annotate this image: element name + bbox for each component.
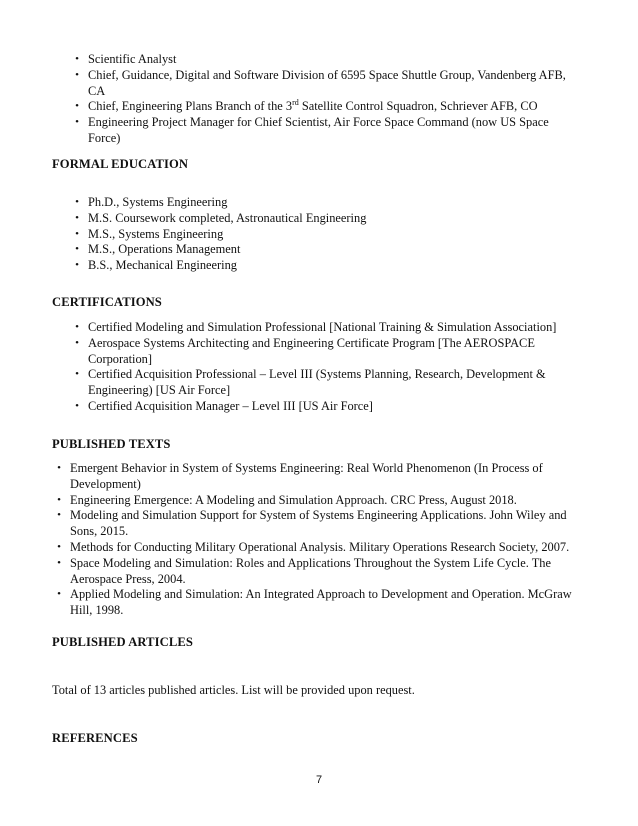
list-item: • Aerospace Systems Architecting and Engineering Certificate Program [The AEROSPACE Corporation] xyxy=(70,336,570,368)
list-item: • M.S. Coursework completed, Astronautical Engineering xyxy=(70,211,570,227)
bullet-icon: • xyxy=(75,68,79,81)
bullet-icon: • xyxy=(75,336,79,349)
list-item: • Engineering Project Manager for Chief Scientist, Air Force Space Command (now US Space Force) xyxy=(70,115,570,147)
published-texts-heading: PUBLISHED TEXTS xyxy=(52,437,171,451)
bullet-icon: • xyxy=(75,399,79,412)
list-item: • Chief, Engineering Plans Branch of the 3rd Satellite Control Squadron, Schriever AFB, CO xyxy=(70,99,570,115)
ordinal-superscript: rd xyxy=(292,98,299,108)
bullet-icon: • xyxy=(75,116,79,129)
list-item: • M.S., Operations Management xyxy=(70,242,570,258)
bullet-icon: • xyxy=(75,211,79,224)
bullet-icon: • xyxy=(75,243,79,256)
bullet-icon: • xyxy=(75,100,79,113)
experience-list xyxy=(70,52,570,147)
bullet-icon: • xyxy=(75,321,79,333)
bullet-icon: • xyxy=(57,540,61,553)
bullet-icon: • xyxy=(57,556,61,569)
page-number: 7 xyxy=(315,774,323,786)
list-item: • Ph.D., Systems Engineering xyxy=(70,195,570,211)
articles-summary: Total of 13 articles published articles. List will be provided upon request. xyxy=(52,683,415,697)
list-item: • Scientific Analyst xyxy=(70,52,570,68)
bullet-icon: • xyxy=(57,509,61,522)
list-item: • Certified Modeling and Simulation Professional [National Training & Simulation Association] xyxy=(70,320,570,336)
bullet-icon: • xyxy=(57,493,61,506)
list-item: • B.S., Mechanical Engineering xyxy=(70,258,570,274)
education-list xyxy=(70,195,570,274)
certifications-heading: CERTIFICATIONS xyxy=(52,295,162,309)
bullet-icon: • xyxy=(75,196,79,208)
references-heading: REFERENCES xyxy=(52,731,138,745)
list-item: • Methods for Conducting Military Operational Analysis. Military Operations Research Society, 2007. xyxy=(52,540,580,556)
bullet-icon: • xyxy=(57,462,61,474)
bullet-icon: • xyxy=(75,53,79,65)
list-item: • Space Modeling and Simulation: Roles and Applications Throughout the System Life Cycle. The Aerospace Press, 2004. xyxy=(52,556,580,588)
bullet-icon: • xyxy=(57,588,61,601)
published-texts-list xyxy=(52,461,580,619)
list-item: • Certified Acquisition Manager – Level III [US Air Force] xyxy=(70,399,570,415)
list-item: • Emergent Behavior in System of Systems Engineering: Real World Phenomenon (In Process of Development) xyxy=(52,461,580,493)
bullet-icon: • xyxy=(75,227,79,240)
published-articles-heading: PUBLISHED ARTICLES xyxy=(52,635,193,649)
list-item: • M.S., Systems Engineering xyxy=(70,227,570,243)
list-item: • Modeling and Simulation Support for System of Systems Engineering Applications. John Wiley and Sons, 2015. xyxy=(52,508,580,540)
bullet-icon: • xyxy=(75,368,79,381)
list-item: • Certified Acquisition Professional – Level III (Systems Planning, Research, Development & Engineering) [US Air Force] xyxy=(70,367,570,399)
list-item: • Engineering Emergence: A Modeling and Simulation Approach. CRC Press, August 2018. xyxy=(52,493,580,509)
list-item: • Chief, Guidance, Digital and Software Division of 6595 Space Shuttle Group, Vandenberg AFB, CA xyxy=(70,68,570,100)
list-item: • Applied Modeling and Simulation: An Integrated Approach to Development and Operation. McGraw Hill, 1998. xyxy=(52,587,580,619)
education-heading: FORMAL EDUCATION xyxy=(52,157,189,171)
certifications-list xyxy=(70,320,570,415)
bullet-icon: • xyxy=(75,259,79,272)
